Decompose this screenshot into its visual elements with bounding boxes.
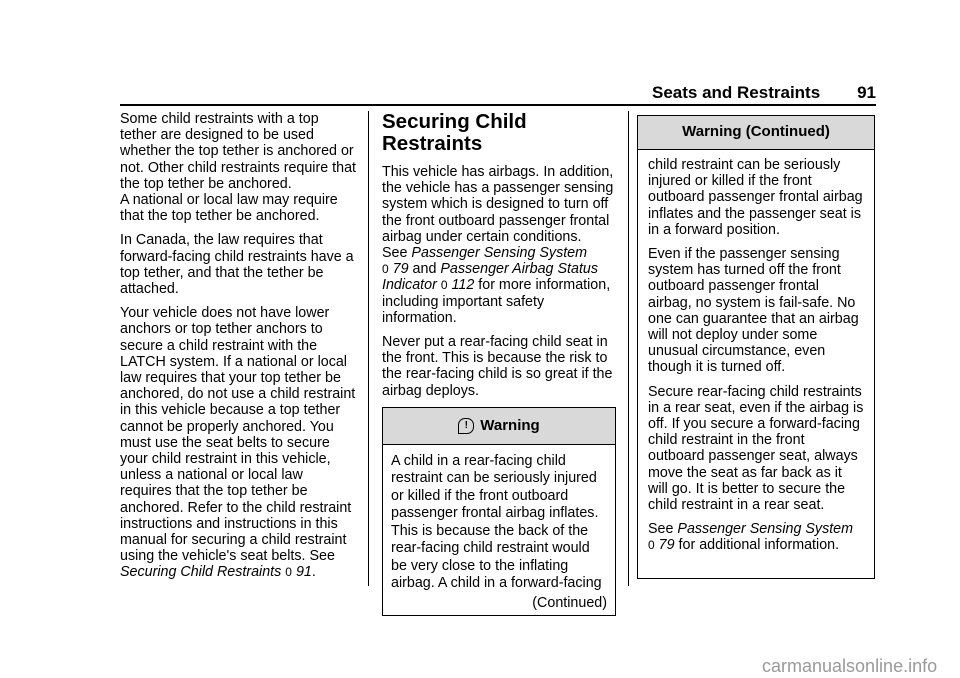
paragraph bbox=[120, 111, 356, 224]
warning-body bbox=[383, 445, 615, 615]
warning-box bbox=[382, 407, 616, 616]
warning-text bbox=[648, 521, 864, 553]
cross-reference-link[interactable]: Passenger Sensing System bbox=[411, 245, 588, 262]
continued-label: (Continued) bbox=[532, 594, 607, 611]
header-rule bbox=[120, 104, 876, 106]
cross-reference-link[interactable]: Securing Child Restraints bbox=[120, 564, 282, 581]
page-arrow-icon: 0 bbox=[382, 262, 389, 277]
page-arrow-icon: 0 bbox=[440, 278, 448, 293]
warning-text: Secure rear-facing child restraints in a rear seat, even if the airbag is off. If you secure a forward-facing child restraint in the front outboard passenger seat, always move the seat as far back as it will go. It is better to secure the child restraint in a rear seat. bbox=[648, 383, 864, 514]
paragraph-text: This vehicle has airbags. In addition, the vehicle has a passenger sensing system which is designed to turn off the front outboard passenger frontal airbag under certain conditions. bbox=[382, 164, 614, 245]
page-arrow-icon: 0 bbox=[648, 538, 655, 553]
page-header bbox=[652, 83, 876, 105]
page-number: 91 bbox=[857, 83, 876, 102]
warning-text: Even if the passenger sensing system has turned off the front outboard passenger frontal airbag, no system is fail-safe. No one can guarantee that an airbag will not deploy under some unusual circumstance, even though it is turned off. bbox=[648, 246, 859, 376]
column-left bbox=[120, 111, 356, 589]
warning-title: Warning bbox=[480, 416, 540, 434]
see-text: See bbox=[648, 521, 678, 538]
paragraph-text: for additional information. bbox=[674, 537, 840, 554]
warning-continued-box bbox=[637, 115, 875, 579]
paragraph-text: A national or local law may require that the top tether be anchored. bbox=[120, 192, 338, 225]
warning-body bbox=[638, 150, 874, 554]
warning-header: Warning (Continued) bbox=[638, 116, 874, 150]
warning-header bbox=[383, 408, 615, 445]
column-middle bbox=[382, 111, 616, 616]
warning-text: A child in a rear-facing child restraint can be seriously injured or killed if the front outboard passenger frontal airbag inflates. This is because the back of the rear-facing child restraint would be very close to the inflating airbag. A child in a forward-facing bbox=[391, 452, 602, 592]
watermark: carmanualsonline.info bbox=[762, 656, 938, 676]
section-heading: Securing Child Restraints bbox=[382, 110, 527, 155]
page-reference[interactable]: 79 bbox=[658, 537, 675, 554]
warning-icon: ! bbox=[458, 418, 474, 434]
punctuation: . bbox=[311, 564, 316, 581]
warning-text: child restraint can be seriously injured or killed if the front outboard passenger frontal airbag inflates and the passenger seat is in a forward position. bbox=[648, 157, 863, 238]
paragraph-text: Some child restraints with a top tether are designed to be used whether the top tether is anchored or not. Other child restraints require that the top tether be anchored. bbox=[120, 111, 357, 192]
section-title: Seats and Restraints bbox=[652, 83, 821, 102]
paragraph: Never put a rear-facing child seat in the front. This is because the risk to the rear-facing child is so great if the airbag deploys. bbox=[382, 334, 613, 399]
page-reference[interactable]: 79 bbox=[392, 261, 409, 278]
page-reference[interactable]: 112 bbox=[451, 277, 475, 294]
paragraph bbox=[120, 305, 356, 580]
column-divider bbox=[368, 111, 369, 586]
paragraph: In Canada, the law requires that forward-facing child restraints have a top tether, and that the tether be attached. bbox=[120, 232, 354, 298]
page-reference[interactable]: 91 bbox=[295, 564, 312, 581]
paragraph-text: for more information, including important safety information. bbox=[382, 277, 611, 326]
paragraph-text: Your vehicle does not have lower anchors or top tether anchors to secure a child restraint with the LATCH system. If a national or local law requires that your top tether be anchored, do not use a child restraint in this vehicle because a top tether cannot be properly anchored. You must use the seat belts to secure your child restraint in this vehicle, unless a national or local law requires that the top tether be anchored. Refer to the child restraint instructions and instructions in this manual for securing a child restraint using the vehicle's seat belts. See bbox=[120, 305, 356, 565]
page-arrow-icon: 0 bbox=[285, 565, 292, 580]
column-right bbox=[637, 113, 875, 579]
paragraph bbox=[382, 164, 616, 326]
column-divider bbox=[628, 111, 629, 586]
cross-reference-link[interactable]: Passenger Sensing System bbox=[677, 521, 854, 538]
cross-reference-link[interactable]: Passenger Airbag Status Indicator bbox=[382, 261, 599, 294]
and-text: and bbox=[408, 261, 441, 278]
see-text: See bbox=[382, 245, 412, 262]
